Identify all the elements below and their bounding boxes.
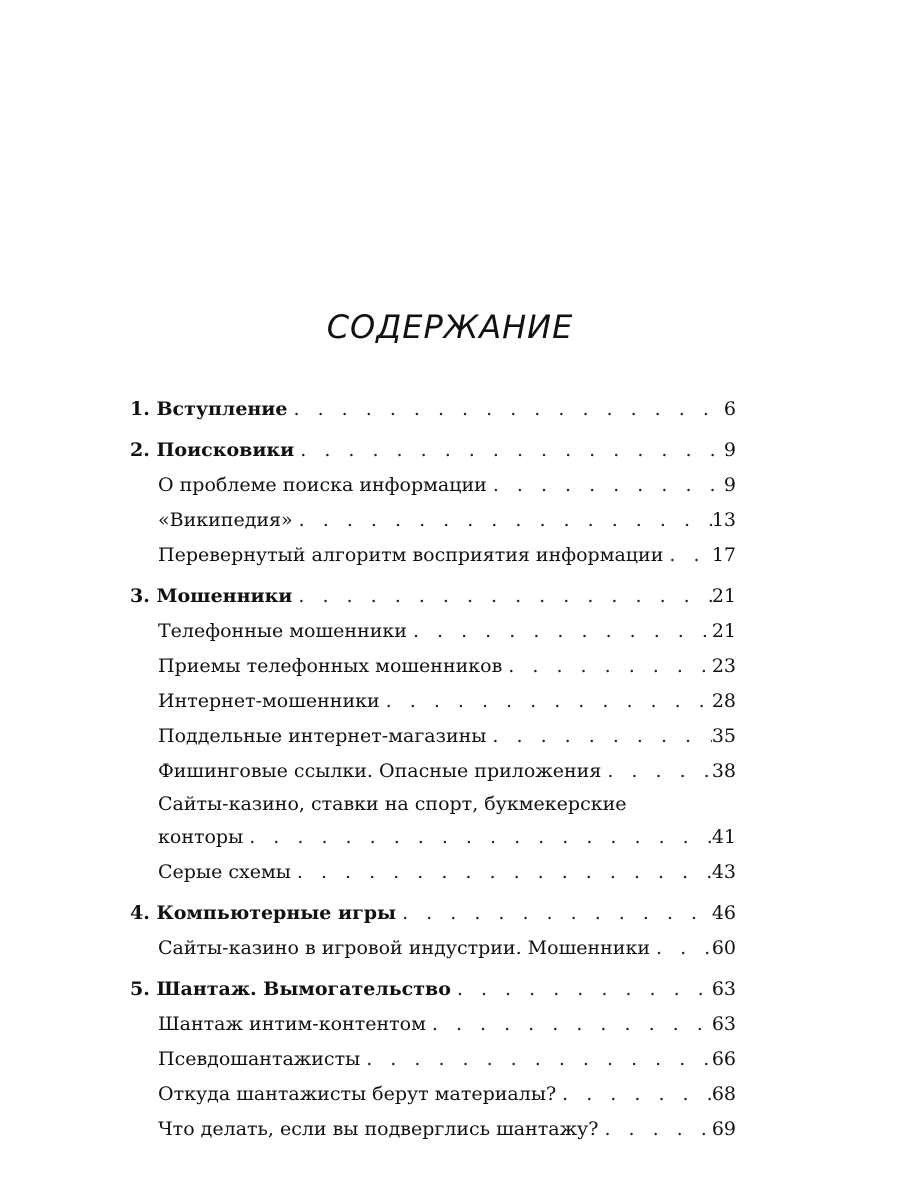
toc-entry-title: Поддельные интернет-магазины: [158, 725, 487, 747]
toc-page-number: 6: [723, 398, 736, 420]
table-of-contents: [130, 392, 736, 1147]
page-title: СОДЕРЖАНИЕ: [326, 308, 574, 346]
toc-entry-title: Шантаж интим-контентом: [158, 1013, 426, 1035]
toc-page-number: 38: [711, 760, 736, 782]
toc-page-number: 13: [711, 509, 736, 531]
dot-leader: [291, 855, 712, 890]
dot-leader: [380, 684, 712, 719]
toc-entry-title: 5. Шантаж. Вымогательство: [130, 978, 451, 1000]
toc-entry-line2: [158, 820, 736, 855]
dot-leader: [288, 392, 724, 427]
toc-section[interactable]: [130, 719, 736, 754]
toc-chapter-1[interactable]: [130, 392, 736, 427]
toc-entry-title-line2: конторы: [158, 826, 244, 848]
dot-leader: [556, 1077, 712, 1112]
toc-page-number: 9: [723, 439, 736, 461]
toc-page-number: 43: [711, 861, 736, 883]
toc-section[interactable]: [130, 614, 736, 649]
toc-entry-title: 4. Компьютерные игры: [130, 902, 397, 924]
toc-entry-title: Перевернутый алгоритм восприятия информации: [158, 544, 664, 566]
toc-entry-title: Откуда шантажисты берут материалы?: [158, 1083, 557, 1105]
dot-leader: [294, 433, 724, 468]
toc-section[interactable]: [130, 1007, 736, 1042]
toc-entry-title: 1. Вступление: [130, 398, 288, 420]
toc-section[interactable]: [130, 684, 736, 719]
dot-leader: [360, 1042, 712, 1077]
toc-page-number: 46: [711, 902, 736, 924]
toc-page-number: 28: [711, 690, 736, 712]
toc-section[interactable]: [130, 649, 736, 684]
toc-entry-title: 3. Мошенники: [130, 585, 293, 607]
dot-leader: [426, 1007, 712, 1042]
toc-chapter-4[interactable]: [130, 896, 736, 931]
toc-section[interactable]: [130, 754, 736, 789]
dot-leader: [663, 538, 711, 573]
toc-chapter-5[interactable]: [130, 972, 736, 1007]
toc-page-number: 66: [711, 1048, 736, 1070]
toc-page-number: 41: [711, 826, 736, 848]
dot-leader: [650, 931, 712, 966]
toc-page-number: 17: [711, 544, 736, 566]
toc-page-number: 21: [711, 585, 736, 607]
toc-section[interactable]: [130, 1077, 736, 1112]
toc-entry-title: Интернет-мошенники: [158, 690, 380, 712]
dot-leader: [293, 503, 712, 538]
dot-leader: [601, 754, 711, 789]
toc-entry-title: Псевдошантажисты: [158, 1048, 361, 1070]
toc-entry-title: 2. Поисковики: [130, 439, 295, 461]
toc-page-number: 35: [711, 725, 736, 747]
toc-section[interactable]: [130, 931, 736, 966]
dot-leader: [502, 649, 712, 684]
toc-entry-title-line1: Сайты-казино, ставки на спорт, букмекерские: [158, 793, 627, 815]
dot-leader: [292, 579, 711, 614]
toc-page-number: 60: [711, 937, 736, 959]
dot-leader: [396, 896, 712, 931]
toc-section[interactable]: [130, 503, 736, 538]
dot-leader: [486, 719, 711, 754]
toc-entry-title: Серые схемы: [158, 861, 291, 883]
toc-section[interactable]: [130, 855, 736, 890]
dot-leader: [243, 820, 712, 855]
toc-page-number: 68: [711, 1083, 736, 1105]
toc-section[interactable]: [130, 1042, 736, 1077]
toc-section[interactable]: [130, 538, 736, 573]
toc-entry-title: Приемы телефонных мошенников: [158, 655, 503, 677]
toc-section[interactable]: [130, 1112, 736, 1147]
toc-page-number: 23: [711, 655, 736, 677]
toc-entry-title: «Википедия»: [158, 509, 293, 531]
toc-page-number: 63: [711, 1013, 736, 1035]
toc-chapter-2[interactable]: [130, 433, 736, 468]
toc-chapter-3[interactable]: [130, 579, 736, 614]
dot-leader: [598, 1112, 711, 1147]
dot-leader: [451, 972, 712, 1007]
toc-entry-title: Телефонные мошенники: [158, 620, 407, 642]
toc-entry-title: Что делать, если вы подверглись шантажу?: [158, 1118, 599, 1140]
dot-leader: [487, 468, 724, 503]
toc-page-number: 69: [711, 1118, 736, 1140]
toc-section[interactable]: [130, 468, 736, 503]
dot-leader: [407, 614, 712, 649]
toc-entry-title: Фишинговые ссылки. Опасные приложения: [158, 760, 602, 782]
toc-page-number: 21: [711, 620, 736, 642]
toc-entry-title: Сайты-казино в игровой индустрии. Мошенники: [158, 937, 651, 959]
toc-entry-title: О проблеме поиска информации: [158, 474, 487, 496]
toc-page-number: 63: [711, 978, 736, 1000]
toc-page-number: 9: [723, 474, 736, 496]
toc-section-wrapped[interactable]: [130, 789, 736, 855]
